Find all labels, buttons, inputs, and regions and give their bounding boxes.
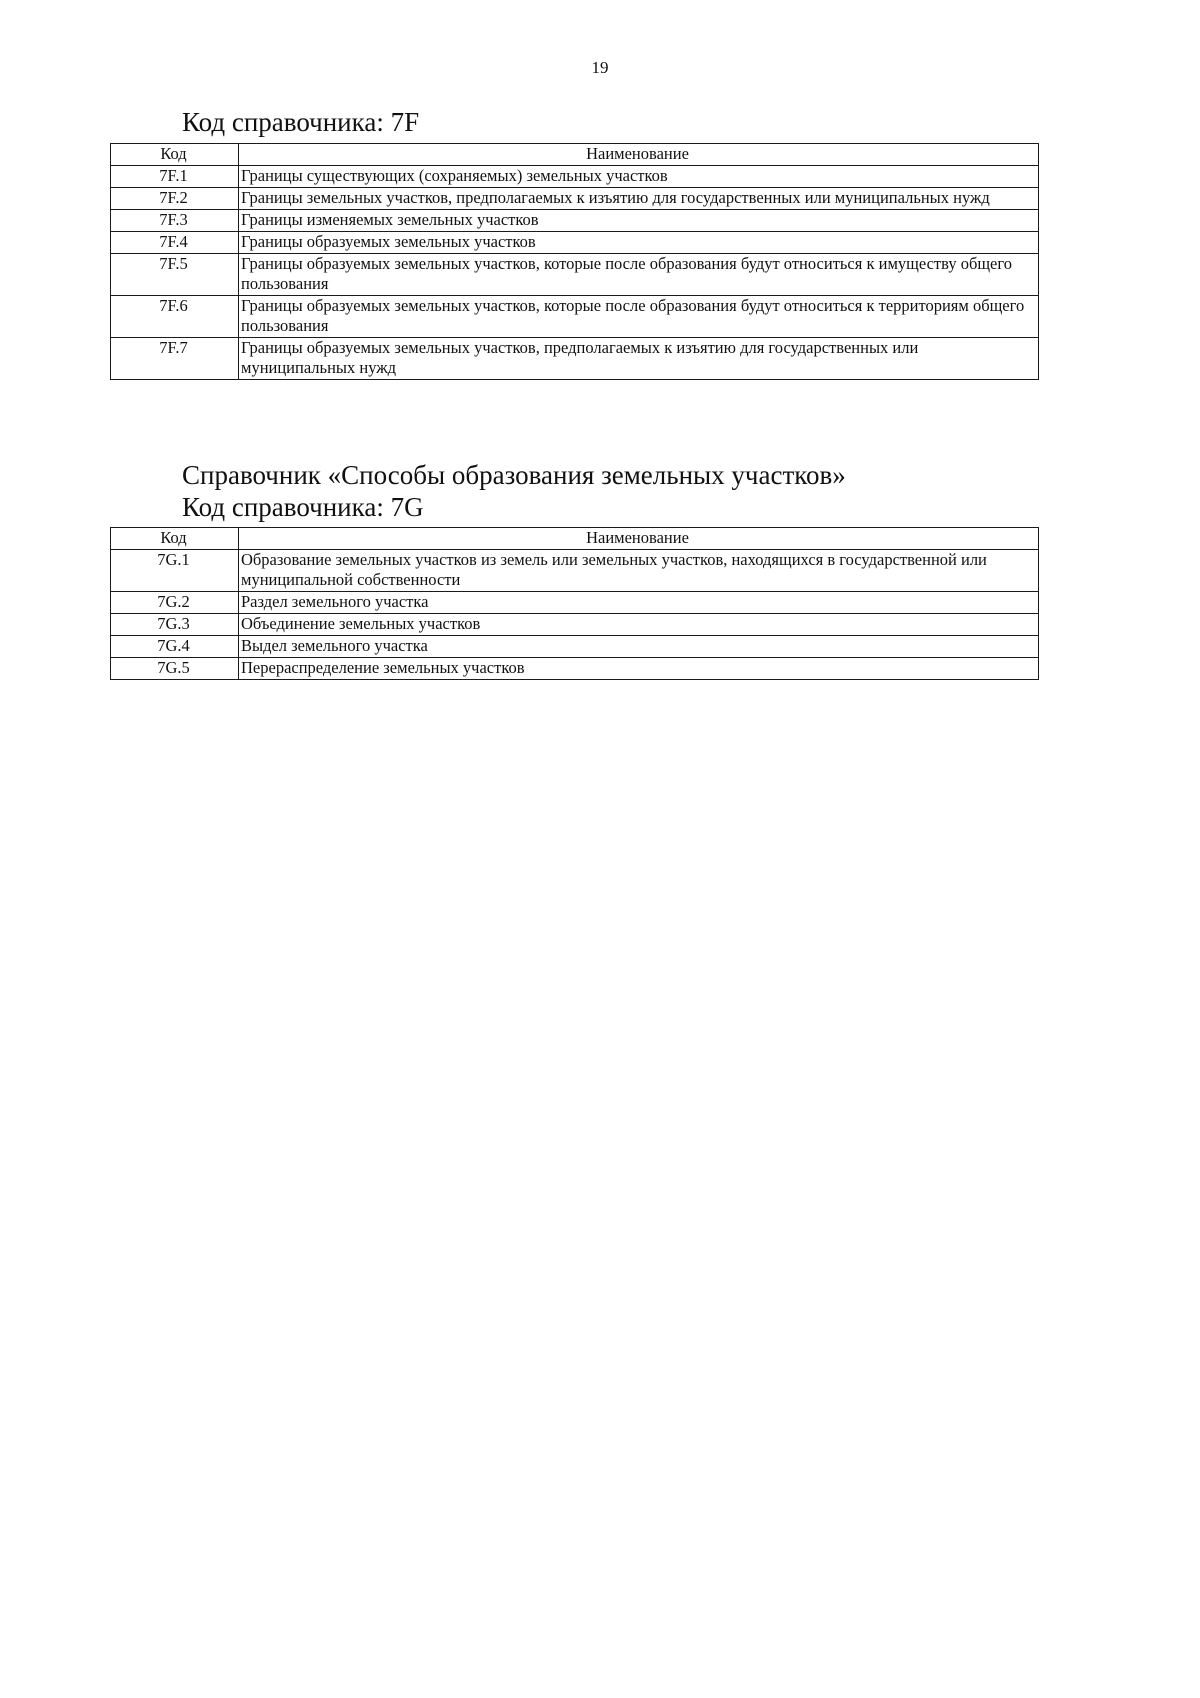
table-header-row [111,528,1039,550]
table-row [111,658,1039,680]
section-title-7g-code: Код справочника: 7G [182,492,424,522]
column-header-name: Наименование [239,528,1039,550]
section-title-7g-heading: Справочник «Способы образования земельных участков» [182,460,846,490]
table-row [111,550,1039,592]
column-header-code: Код [111,144,239,166]
table-row [111,232,1039,254]
row-code: 7G.4 [111,636,239,658]
table-row [111,636,1039,658]
section-title-7f: Код справочника: 7F [182,107,420,137]
column-header-code: Код [111,528,239,550]
table-row [111,166,1039,188]
row-code: 7F.3 [111,210,239,232]
table-row [111,188,1039,210]
row-code: 7F.4 [111,232,239,254]
row-code: 7F.7 [111,338,239,380]
row-name: Границы образуемых земельных участков [239,232,1039,254]
row-code: 7F.1 [111,166,239,188]
row-code: 7G.2 [111,592,239,614]
page-number: 19 [591,58,609,77]
table-row [111,210,1039,232]
row-name: Образование земельных участков из земель или земельных участков, находящихся в государственной или муниципальной собственности [239,550,1039,592]
table-header-row [111,144,1039,166]
table-row [111,296,1039,338]
row-name: Границы образуемых земельных участков, которые после образования будут относиться к имуществу общего пользования [239,254,1039,296]
row-name: Границы изменяемых земельных участков [239,210,1039,232]
row-code: 7G.3 [111,614,239,636]
row-name: Перераспределение земельных участков [239,658,1039,680]
row-name: Раздел земельного участка [239,592,1039,614]
column-header-name: Наименование [239,144,1039,166]
table-row [111,338,1039,380]
row-name: Границы существующих (сохраняемых) земельных участков [239,166,1039,188]
row-code: 7F.5 [111,254,239,296]
table-row [111,592,1039,614]
row-name: Границы образуемых земельных участков, предполагаемых к изъятию для государственных или муниципальных нужд [239,338,1039,380]
row-name: Объединение земельных участков [239,614,1039,636]
reference-table-7g [110,527,1039,680]
row-name: Границы земельных участков, предполагаемых к изъятию для государственных или муниципальных нужд [239,188,1039,210]
row-code: 7F.6 [111,296,239,338]
row-name: Границы образуемых земельных участков, которые после образования будут относиться к территориям общего пользования [239,296,1039,338]
table-row [111,614,1039,636]
reference-table-7f [110,143,1039,380]
row-code: 7G.5 [111,658,239,680]
row-code: 7F.2 [111,188,239,210]
row-name: Выдел земельного участка [239,636,1039,658]
table-row [111,254,1039,296]
row-code: 7G.1 [111,550,239,592]
